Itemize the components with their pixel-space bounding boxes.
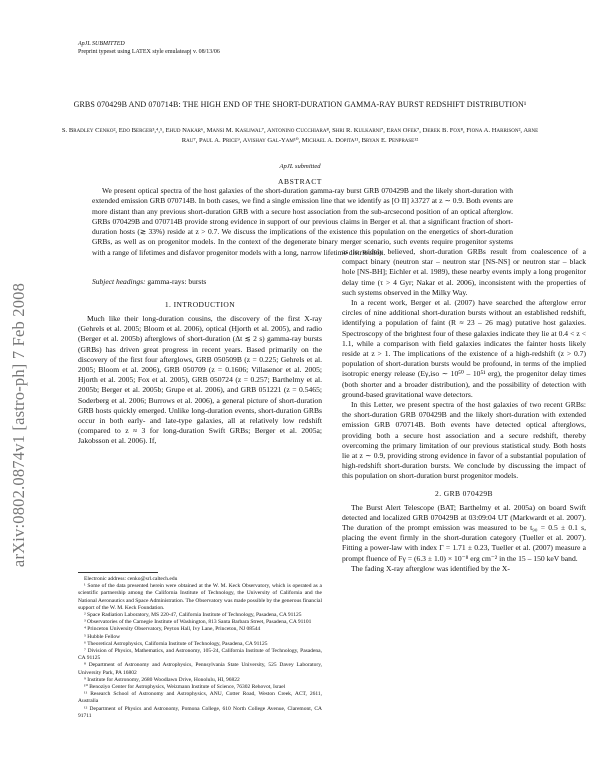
footnote-rule [78,572,158,573]
left-column [78,300,322,447]
keywords-label: Subject headings: [92,277,146,286]
section-heading-grb070429b: 2. GRB 070429B [435,488,493,498]
journal-line: ApJL SUBMITTED [78,41,125,47]
intro-paragraph-2: In a recent work, Berger et al. (2007) have searched the afterglow error circles of nine additional short-duration bursts without an established redshift, identifying a population of faint (R ≈ 23 – 26 mag) putative host galaxies. Spectroscopy of the brightest four of these galaxies indicate they lie at 0.4 < z < 1.1, while a comparison with field galaxies indicates the fainter hosts likely reside at z > 1. The implications of the existence of a high-redshift (z > 0.7) population of short-duration bursts would be profound, in terms of the implied isotropic energy release (Eγ,iso ∼ 10⁵⁰ – 10⁵¹ erg), the progenitor delay times (both shorter and a broader distribution), and the possibility of detection with ground-based gravitational wave detectors. [342,298,586,399]
abstract-text: We present optical spectra of the host galaxies of the short-duration gamma-ray burst GRB 070429B and the likely short-duration with extended emission GRB 070714B. In both cases, we find a single emission line that we identify as [O II] λ3727 at z ∼ 0.9. Both events are more distant than any previous short-duration GRB with a secure host association from the sub-arcsecond position of an optical afterglow. GRBs 070429B and 070714B provide strong evidence in support of our previous claims in Berger et al. that a significant fraction of short-duration hosts (≳ 33%) reside at z > 0.7. We discuss the implications of the existence this population on the energetics of short-duration GRBs, as well as on progenitor models. In the context of the degenerate binary merger scenario, such events require progenitor systems with a range of lifetimes and disfavor progenitor models with a long, narrow lifetime distribution. [92,186,513,257]
footnote: ⁷ Division of Physics, Mathematics, and Astronomy, 105-24, California Institute of Technology, Pasadena, CA 91125 [78,648,322,662]
section-heading-introduction: 1. INTRODUCTION [164,300,236,309]
running-header [78,40,220,56]
intro-paragraph-3: In this Letter, we present spectra of the host galaxies of two recent GRBs: the short-duration GRB 070429B and the likely short-duration with extended emission GRB 070714B. Both events have detected optical afterglows, providing both a secure host association and a secure redshift, thereby overcoming the primary limitation of our previous statistical study. Both hosts lie at z ∼ 0.9, providing strong evidence in favor of a substantial population of high-redshift short-duration bursts. We conclude by discussing the impact of this population on short-duration burst progenitor models. [342,400,586,481]
footnote: ¹ Some of the data presented herein were obtained at the W. M. Keck Observatory, which is operated as a scientific partnership among the California Institute of Technology, the University of California and the National Aeronautics and Space Administration. The Observatory was made possible by the generous financial support of the W. M. Keck Foundation. [78,583,322,611]
intro-paragraph-continued: as is widely believed, short-duration GRBs result from coalescence of a compact binary (neutron star – neutron star [NS-NS] or neutron star – black hole [NS-BH]; Eichler et al. 1989), these nearby events imply a long progenitor delay time (τ > 4 Gyr; Nakar et al. 2006), inconsistent with the properties of such systems observed in the Milky Way. [342,247,586,297]
grb-paragraph-1: The Burst Alert Telescope (BAT; Barthelmy et al. 2005a) on board Swift detected and localized GRB 070429B at 03:09:04 UT (Markwardt et al. 2007). The duration of the prompt emission was measured to be t₉₀ = 0.5 ± 0.1 s, placing the event firmly in the short-duration category (Tueller et al. 2007). Fitting a power-law with index Γ = 1.71 ± 0.23, Tueller et al. (2007) measure a prompt fluence of Fγ = (6.3 ± 1.0) × 10⁻⁸ erg cm⁻² in the 15 – 150 keV band. [342,502,586,563]
preprint-line: Preprint typeset using LATEX style emulateapj v. 08/13/06 [78,49,220,55]
footnote: ³ Observatories of the Carnegie Institute of Washington, 813 Santa Barbara Street, Pasadena, CA 91101 [84,619,312,626]
right-column [342,247,586,574]
footnote: ¹² Department of Physics and Astronomy, Pomona College, 610 North College Avenue, Claremont, CA 91711 [78,705,322,719]
grb-paragraph-2: The fading X-ray afterglow was identified by the X- [351,563,510,573]
paper-title: GRBS 070429B AND 070714B: THE HIGH END OF THE SHORT-DURATION GAMMA-RAY BURST REDSHIFT DISTRIBUTION¹ [73,100,527,109]
author-list: S. Bradley Cenko², Edo Berger³,⁴,⁵, Ehud Nakar⁶, Mansi M. Kasliwal⁷, Antonino Cucchiara⁸, Shri R. Kulkarni⁷, Eran Ofek⁷, Derek B. Fox⁸, Fiona A. Harrison², Arne Rau⁷, Paul A. Price⁹, Avishay Gal-Yam¹⁰, Michael A. Dopita¹¹, Bryan E. Penprase¹² [61,127,539,145]
footnote: ⁴ Princeton University Observatory, Peyton Hall, Ivy Lane, Princeton, NJ 08544 [84,626,261,633]
footnote: ⁹ Institute for Astronomy, 2680 Woodlawn Drive, Honolulu, HI, 96822 [84,676,240,683]
footnote: ⁶ Theoretical Astrophysics, California Institute of Technology, Pasadena, CA 91125 [84,640,268,647]
intro-paragraph-1: Much like their long-duration cousins, the discovery of the first X-ray (Gehrels et al. 2005; Bloom et al. 2006), optical (Hjorth et al. 2005), and radio (Berger et al. 2005b) afterglows of short-duration (Δt ≲ 2 s) gamma-ray bursts (GRBs) has driven great progress in recent years. Based primarily on the discovery of the first four afterglows, GRB 050509B (z = 0.225; Gehrels et al. 2005; Bloom et al. 2006), GRB 050709 (z = 0.1606; Villasenor et al. 2005; Hjorth et al. 2005; Fox et al. 2005), GRB 050724 (z = 0.257; Barthelmy et al. 2005b; Berger et al. 2005b; Grupe et al. 2006), and GRB 051221 (z = 0.5465; Soderberg et al. 2006; Burrows et al. 2006), a general picture of short-duration GRB hosts quickly emerged. Unlike long-duration events, short-duration GRBs occur in both early- and late-type galaxies, all at relatively low redshift (compared to z ≈ 3 for long-duration Swift GRBs; Berger et al. 2005a; Jakobsson et al. 2006). If, [78,314,322,446]
footnote: ¹⁰ Benoziyo Center for Astrophysics, Weizmann Institute of Science, 76302 Rehovot, Israel [84,684,286,691]
footnote: ² Space Radiation Laboratory, MS 220-47, California Institute of Technology, Pasadena, CA 91125 [84,612,302,619]
footnotes [78,572,322,720]
footnote: ⁸ Department of Astronomy and Astrophysics, Pennsylvania State University, 525 Davey Laboratory, University Park, PA 16802 [78,662,322,676]
footnote: ⁵ Hubble Fellow [84,633,121,640]
submission-status: ApJL submitted [279,163,321,170]
footnote: ¹¹ Research School of Astronomy and Astrophysics, ANU, Cotter Road, Weston Creek, ACT, 2611, Australia [78,691,322,705]
abstract-heading: ABSTRACT [278,177,322,186]
arxiv-stamp [6,190,32,660]
arxiv-id: arXiv:0802.0874v1 [astro-ph] 7 Feb 2008 [9,282,29,568]
footnote: Electronic address: cenko@srl.caltech.edu [84,576,178,582]
keywords-value: gamma-rays: bursts [147,277,207,286]
